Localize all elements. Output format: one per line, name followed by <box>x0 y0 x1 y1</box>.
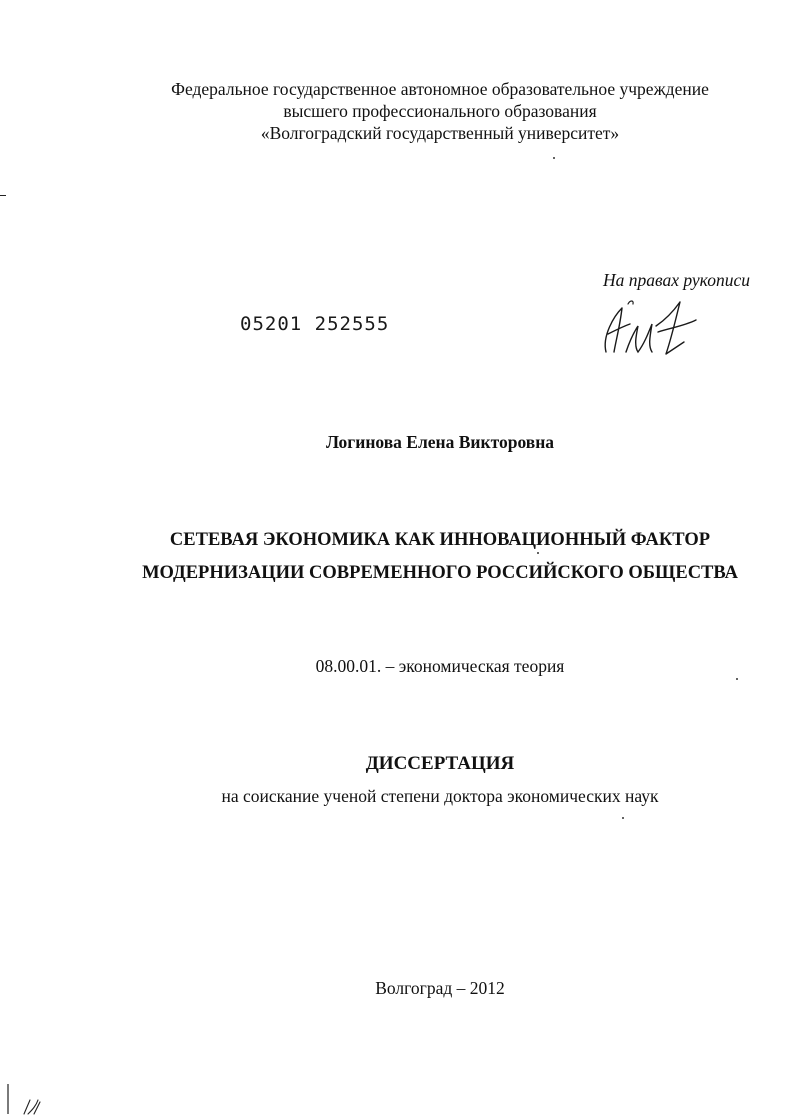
place-and-year: Волгоград – 2012 <box>375 978 505 998</box>
institution-line-1: Федеральное государственное автономное образовательное учреждение <box>171 79 709 99</box>
registry-number: 05201 252555 <box>240 313 390 335</box>
scan-speck <box>537 552 539 554</box>
institution-header <box>42 78 796 144</box>
author-name: Логинова Елена Викторовна <box>325 432 555 452</box>
title-line-1: СЕТЕВАЯ ЭКОНОМИКА КАК ИННОВАЦИОННЫЙ ФАКТОР <box>169 530 711 550</box>
manuscript-label: На правах рукописи <box>603 270 750 290</box>
specialty-code: 08.00.01. – экономическая теория <box>315 656 565 676</box>
scan-speck <box>622 817 624 819</box>
document-type: ДИССЕРТАЦИЯ <box>365 753 515 774</box>
dissertation-title <box>42 524 796 590</box>
scan-speck <box>553 157 555 159</box>
corner-scribble-icon <box>4 1080 54 1116</box>
degree-description: на соискание ученой степени доктора экономических наук <box>221 786 659 806</box>
scan-edge-mark <box>0 195 6 196</box>
title-line-2: МОДЕРНИЗАЦИИ СОВРЕМЕННОГО РОССИЙСКОГО ОБЩЕСТВА <box>142 563 738 583</box>
signature-icon <box>600 296 710 358</box>
institution-line-3: «Волгоградский государственный университет» <box>260 123 620 143</box>
institution-line-2: высшего профессионального образования <box>283 101 597 121</box>
scan-speck <box>736 678 738 680</box>
